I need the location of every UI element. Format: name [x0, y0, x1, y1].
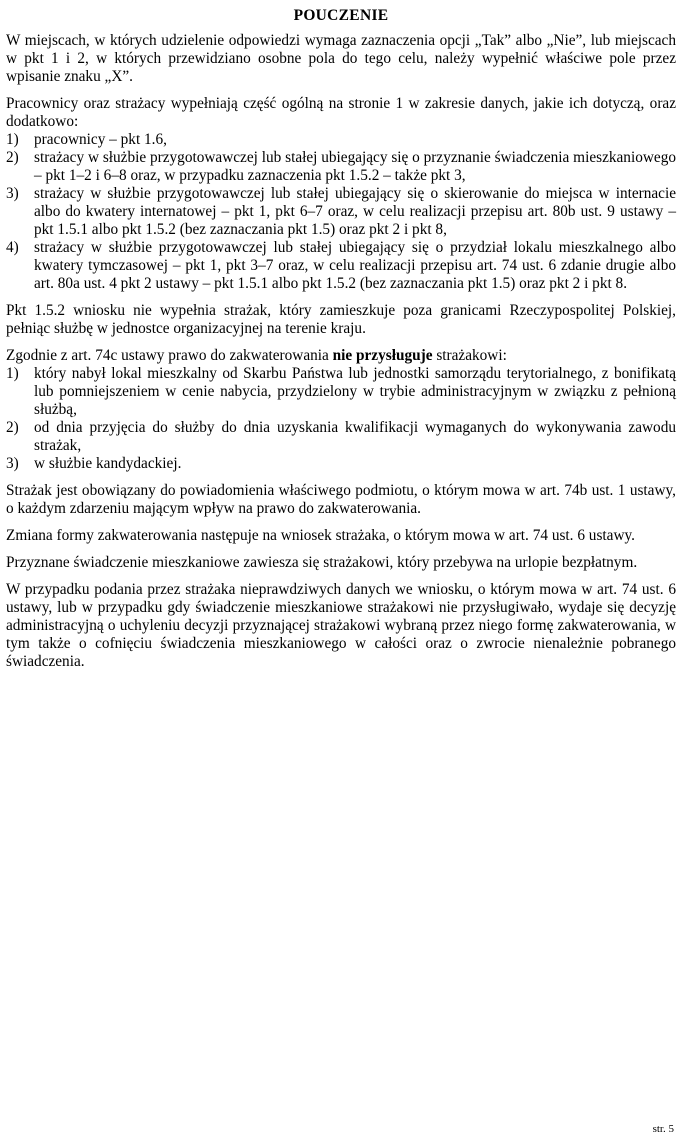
notify-paragraph: Strażak jest obowiązany do powiadomienia właściwego podmiotu, o którym mowa w art. 74b ust. 1 ustawy, o każdym zdarzeniu mającym wpływ na prawo do zakwaterowania. — [6, 482, 676, 517]
list-item: 2) strażacy w służbie przygotowawczej lub stałej ubiegający się o przyznanie świadczenia mieszkaniowego – pkt 1–2 i 6–8 oraz, w przypadku zaznaczenia pkt 1.5.2 – także pkt 3, — [6, 149, 676, 184]
section-no-right-lead: Zgodnie z art. 74c ustawy prawo do zakwaterowania nie przysługuje strażakowi: — [6, 347, 507, 364]
list-item: 1) pracownicy – pkt 1.6, — [6, 131, 167, 148]
who-fills-list — [6, 131, 676, 293]
list-item: 3) w służbie kandydackiej. — [6, 455, 182, 472]
no-right-list — [6, 365, 676, 473]
section-no-right — [6, 347, 676, 473]
page-title: POUCZENIE — [293, 7, 389, 24]
page-number: str. 5 — [652, 1123, 674, 1135]
list-item: 4) strażacy w służbie przygotowawczej lub stałej ubiegający się o przydział lokalu mieszkalnego albo kwatery tymczasowej – pkt 1, pkt 3–7 oraz, w celu realizacji przepisu art. 74 ust. 6 zdanie drugie albo art. 80a ust. 4 pkt 2 ustawy – pkt 1.5.1 albo pkt 1.5.2 (bez zaznaczania pkt 1.5) oraz pkt 2 i pkt 8. — [6, 239, 676, 292]
false-data-paragraph: W przypadku podania przez strażaka nieprawdziwych danych we wniosku, o którym mowa w art. 74 ust. 6 ustawy, lub w przypadku gdy świadczenie mieszkaniowe strażakowi nie przysługiwało, wydaje się decyzję administracyjną o uchyleniu decyzji przyznającej strażakowi wybraną przez niego formę zakwaterowania, w tym także o cofnięciu świadczenia mieszkaniowego w całości oraz o zwrocie nienależnie pobranego świadczenia. — [6, 581, 676, 670]
suspend-paragraph: Przyznane świadczenie mieszkaniowe zawiesza się strażakowi, który przebywa na urlopie bezpłatnym. — [6, 554, 638, 571]
intro-paragraph: W miejscach, w których udzielenie odpowiedzi wymaga zaznaczenia opcji „Tak” albo „Nie”, lub miejscach w pkt 1 i 2, w których przewidziano osobne pola do tego celu, należy wypełnić właściwe pole przez wpisanie znaku „X”. — [6, 32, 676, 85]
list-item: 3) strażacy w służbie przygotowawczej lub stałej ubiegający się o skierowanie do miejsca w internacie albo do kwatery internatowej – pkt 1, pkt 6–7 oraz, w celu realizacji przepisu art. 80b ust. 9 ustawy – pkt 1.5.1 albo pkt 1.5.2 (bez zaznaczania pkt 1.5) oraz pkt 2 i pkt 8, — [6, 185, 676, 238]
section-who-fills-lead: Pracownicy oraz strażacy wypełniają część ogólną na stronie 1 w zakresie danych, jakie ich dotyczą, oraz dodatkowo: — [6, 95, 676, 130]
document-page — [6, 6, 676, 680]
list-item: 2) od dnia przyjęcia do służby do dnia uzyskania kwalifikacji wymaganych do wykonywania zawodu strażak, — [6, 419, 676, 454]
list-item: 1) który nabył lokal mieszkalny od Skarbu Państwa lub jednostki samorządu terytorialnego, z bonifikatą lub pomniejszeniem w cenie nabycia, przydzielony w trybie administracyjnym w związku z pełnioną służbą, — [6, 365, 676, 418]
change-paragraph: Zmiana formy zakwaterowania następuje na wniosek strażaka, o którym mowa w art. 74 ust. 6 ustawy. — [6, 527, 635, 544]
pkt-152-paragraph: Pkt 1.5.2 wniosku nie wypełnia strażak, który zamieszkuje poza granicami Rzeczypospolitej Polskiej, pełniąc służbę w jednostce organizacyjnej na terenie kraju. — [6, 302, 676, 337]
section-who-fills — [6, 95, 676, 293]
